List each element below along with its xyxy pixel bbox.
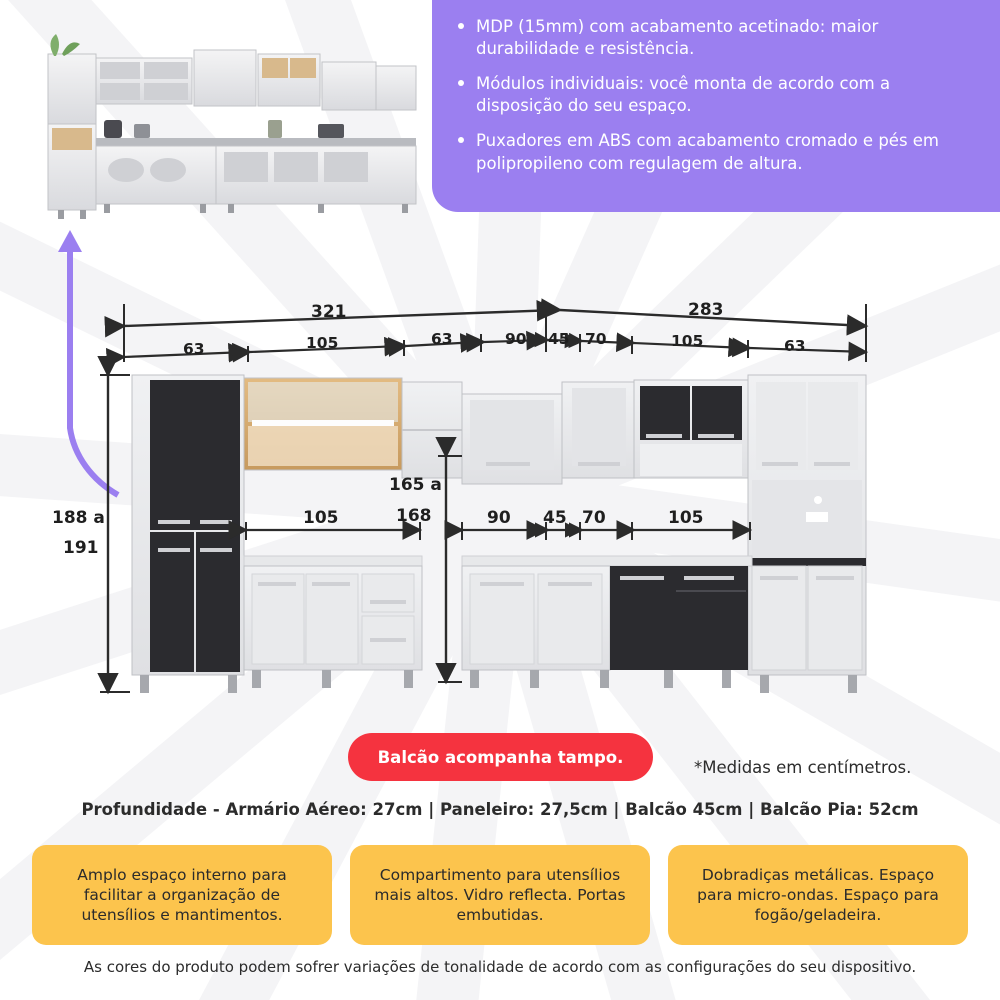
dim-lower-70: 70 [582,508,606,528]
benefit-cards [0,845,1000,945]
dim-lower-105-right: 105 [668,508,704,528]
features-panel [432,0,1000,212]
depth-info: Profundidade - Armário Aéreo: 27cm | Paneleiro: 27,5cm | Balcão 45cm | Balcão Pia: 52cm [81,800,919,819]
feature-item: Puxadores em ABS com acabamento cromado e pés em polipropileno com regulagem de altura. [476,130,978,174]
dim-top-left-total: 321 [311,302,347,322]
dim-upper-45: 45 [548,330,570,348]
dim-top-right-total: 283 [688,300,724,320]
feature-item: Módulos individuais: você monta de acordo com a disposição do seu espaço. [476,73,978,117]
dim-height-left-1: 188 a [52,508,105,528]
dim-upper-105-left: 105 [306,334,339,352]
features-list [432,0,1000,175]
benefit-card: Compartimento para utensílios mais altos. Vidro reflecta. Portas embutidas. [350,845,650,945]
dim-upper-70: 70 [585,330,607,348]
dim-height-left-2: 191 [63,538,99,558]
status-badge: Balcão acompanha tampo. [348,733,653,781]
dim-lower-105-left: 105 [303,508,339,528]
color-disclaimer: As cores do produto podem sofrer variações de tonalidade de acordo com as configurações do seu dispositivo. [83,958,917,976]
dim-upper-105-right: 105 [671,332,704,350]
benefit-card: Dobradiças metálicas. Espaço para micro-ondas. Espaço para fogão/geladeira. [668,845,968,945]
product-photo [18,20,418,220]
measure-note: *Medidas em centímetros. [694,758,912,777]
dim-upper-90: 90 [505,330,527,348]
dim-lower-45: 45 [543,508,567,528]
kitchen-dimension-diagram [0,230,1000,730]
dim-height-mid-2: 168 [396,506,432,526]
benefit-card: Amplo espaço interno para facilitar a organização de utensílios e mantimentos. [32,845,332,945]
dim-upper-63-right: 63 [784,337,806,355]
dim-upper-63-left: 63 [183,340,205,358]
dim-lower-90: 90 [487,508,511,528]
dim-height-mid-1: 165 a [389,475,442,495]
dim-upper-63-mid: 63 [431,330,453,348]
feature-item: MDP (15mm) com acabamento acetinado: maior durabilidade e resistência. [476,16,978,60]
